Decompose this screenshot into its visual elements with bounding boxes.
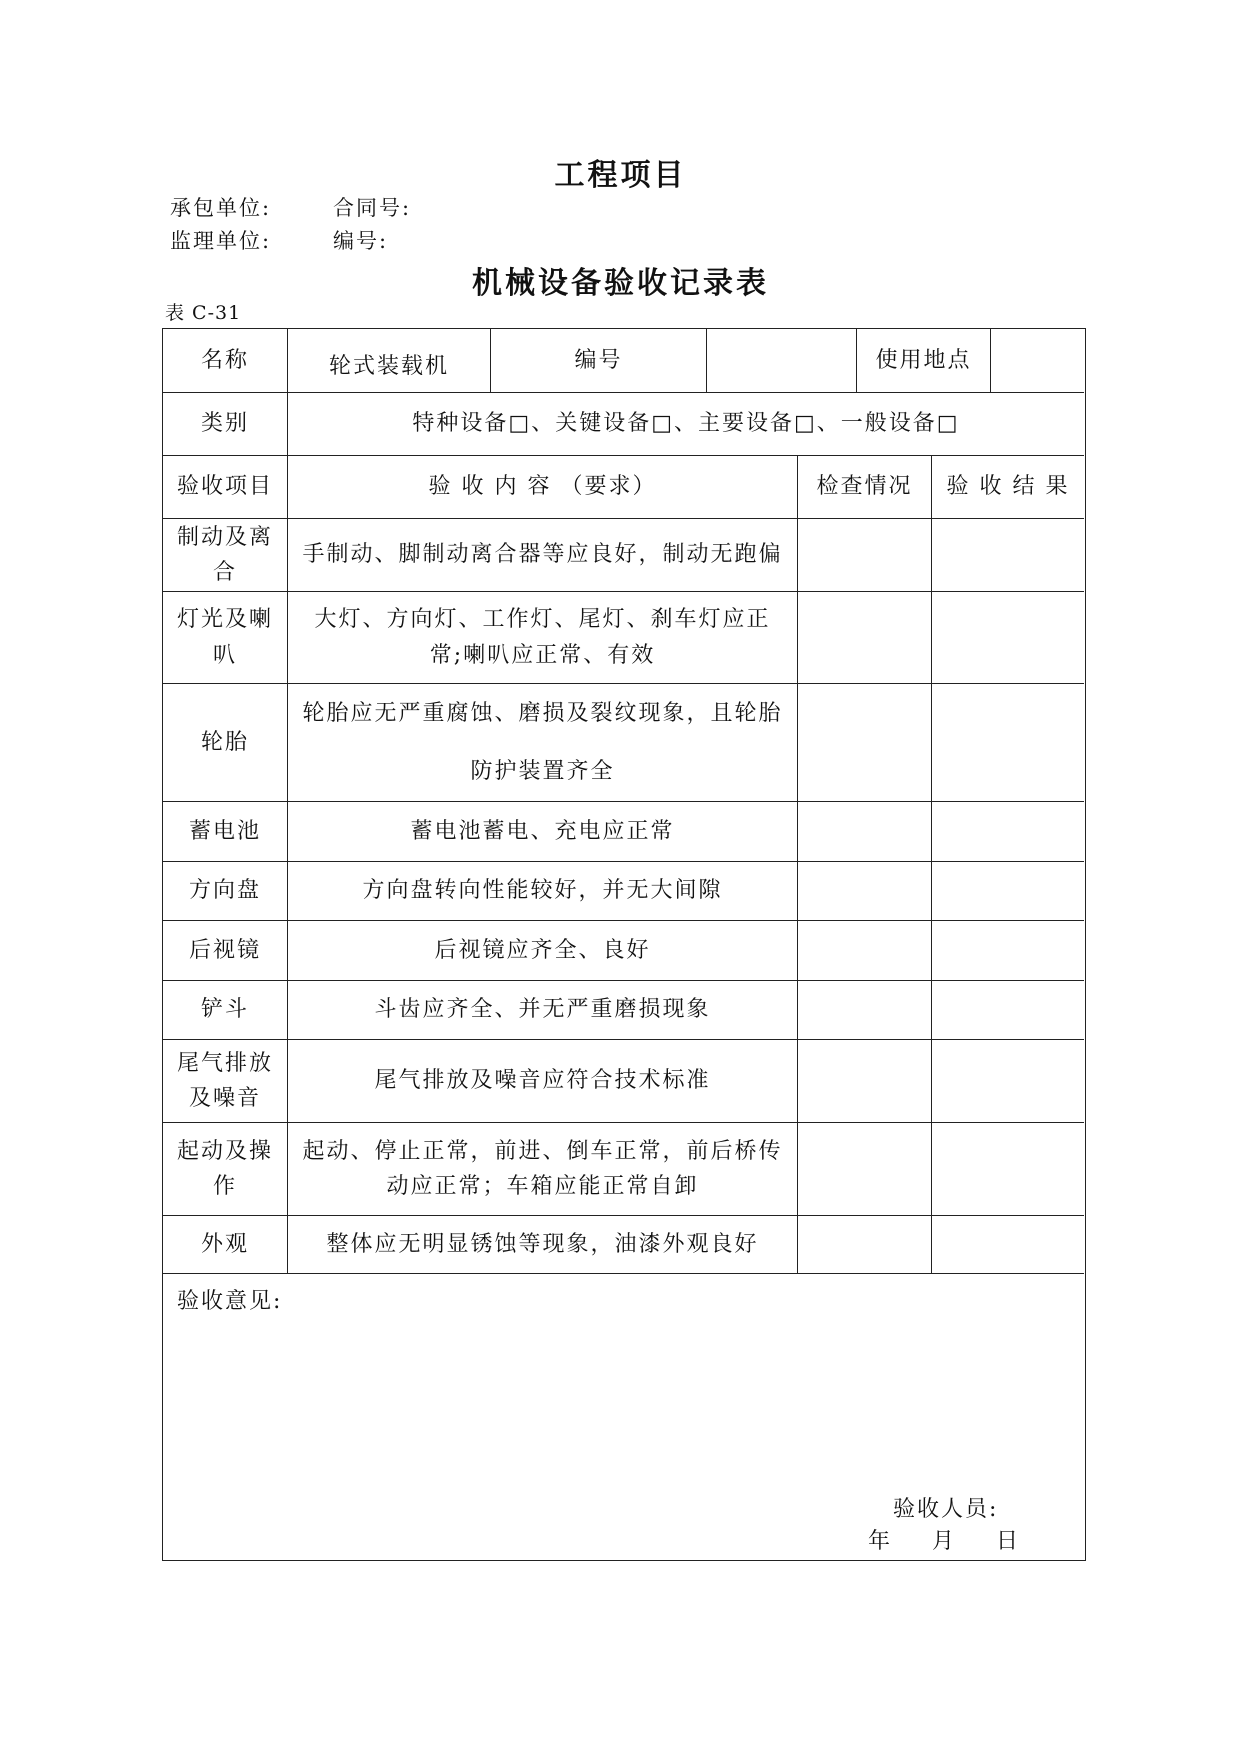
row-check[interactable] xyxy=(797,592,931,683)
contract-no-label: 合同号: xyxy=(333,196,412,220)
row-item: 轮胎 xyxy=(200,729,249,755)
acceptance-table xyxy=(162,328,1086,1561)
row-check[interactable] xyxy=(797,802,931,861)
row-item: 尾气排放及噪音 xyxy=(176,1050,273,1111)
row-check[interactable] xyxy=(797,1123,931,1215)
location-label: 使用地点 xyxy=(856,329,990,392)
row-content: 起动、停止正常，前进、倒车正常，前后桥传动应正常；车箱应能正常自卸 xyxy=(287,1123,797,1215)
table-row xyxy=(163,1040,1084,1123)
header-result: 验 收 结 果 xyxy=(931,456,1084,518)
date-line xyxy=(868,1524,1060,1555)
row-result[interactable] xyxy=(931,802,1084,861)
row-result[interactable] xyxy=(931,519,1084,591)
category-options[interactable]: 特种设备□、关键设备□、主要设备□、一般设备□ xyxy=(287,393,1084,455)
table-row xyxy=(163,1123,1084,1216)
table-row xyxy=(163,519,1084,592)
header-check: 检查情况 xyxy=(797,456,931,518)
location-value[interactable] xyxy=(990,329,1084,392)
row-item: 后视镜 xyxy=(188,937,261,963)
row-content: 整体应无明显锈蚀等现象，油漆外观良好 xyxy=(287,1216,797,1273)
row-content: 大灯、方向灯、工作灯、尾灯、刹车灯应正常;喇叭应正常、有效 xyxy=(287,592,797,683)
category-row xyxy=(163,393,1084,456)
row-content: 斗齿应齐全、并无严重磨损现象 xyxy=(287,981,797,1039)
row-check[interactable] xyxy=(797,684,931,801)
row-item: 灯光及喇叭 xyxy=(176,607,273,668)
row-result[interactable] xyxy=(931,1040,1084,1122)
row-content: 尾气排放及噪音应符合技术标准 xyxy=(287,1040,797,1122)
category-label: 类别 xyxy=(200,411,249,437)
number-label: 编号 xyxy=(490,329,706,392)
row-content: 手制动、脚制动离合器等应良好，制动无跑偏 xyxy=(287,519,797,591)
number-value[interactable] xyxy=(706,329,856,392)
date-year: 年 xyxy=(868,1529,891,1554)
row-item: 外观 xyxy=(200,1231,249,1257)
contractor-label: 承包单位: xyxy=(170,196,272,220)
row-check[interactable] xyxy=(797,519,931,591)
table-row xyxy=(163,862,1084,921)
date-month: 月 xyxy=(932,1529,955,1554)
row-item: 方向盘 xyxy=(188,878,261,904)
table-row xyxy=(163,1216,1084,1274)
form-title: 机械设备验收记录表 xyxy=(472,266,769,301)
row-check[interactable] xyxy=(797,981,931,1039)
opinion-label: 验收意见: xyxy=(177,1289,283,1314)
row-result[interactable] xyxy=(931,862,1084,920)
table-row xyxy=(163,684,1084,802)
row-result[interactable] xyxy=(931,1216,1084,1273)
row-content: 方向盘转向性能较好，并无大间隙 xyxy=(287,862,797,920)
date-day: 日 xyxy=(996,1529,1019,1554)
row-content: 蓄电池蓄电、充电应正常 xyxy=(287,802,797,861)
equipment-row xyxy=(163,329,1084,393)
row-result[interactable] xyxy=(931,684,1084,801)
table-header-row xyxy=(163,456,1084,519)
table-row xyxy=(163,802,1084,862)
row-check[interactable] xyxy=(797,921,931,980)
row-content: 轮胎应无严重腐蚀、磨损及裂纹现象，且轮胎防护装置齐全 xyxy=(287,684,797,801)
table-row xyxy=(163,981,1084,1040)
name-label: 名称 xyxy=(200,347,249,373)
inspector-label: 验收人员: xyxy=(893,1497,999,1522)
row-result[interactable] xyxy=(931,981,1084,1039)
project-title: 工程项目 xyxy=(554,158,687,193)
row-content: 后视镜应齐全、良好 xyxy=(287,921,797,980)
row-check[interactable] xyxy=(797,1216,931,1273)
row-result[interactable] xyxy=(931,921,1084,980)
table-row xyxy=(163,921,1084,981)
row-result[interactable] xyxy=(931,592,1084,683)
row-result[interactable] xyxy=(931,1123,1084,1215)
form-number: 表 C-31 xyxy=(165,302,242,324)
table-row xyxy=(163,592,1084,684)
row-item: 起动及操作 xyxy=(176,1138,273,1199)
row-item: 制动及离合 xyxy=(176,524,273,585)
header-content: 验 收 内 容 （要求） xyxy=(287,456,797,518)
serial-label: 编号: xyxy=(333,229,389,253)
supervisor-label: 监理单位: xyxy=(170,229,272,253)
name-value[interactable]: 轮式装载机 xyxy=(287,329,490,392)
header-item: 验收项目 xyxy=(176,474,273,500)
row-check[interactable] xyxy=(797,1040,931,1122)
row-item: 铲斗 xyxy=(200,997,249,1023)
row-item: 蓄电池 xyxy=(188,818,261,844)
row-check[interactable] xyxy=(797,862,931,920)
